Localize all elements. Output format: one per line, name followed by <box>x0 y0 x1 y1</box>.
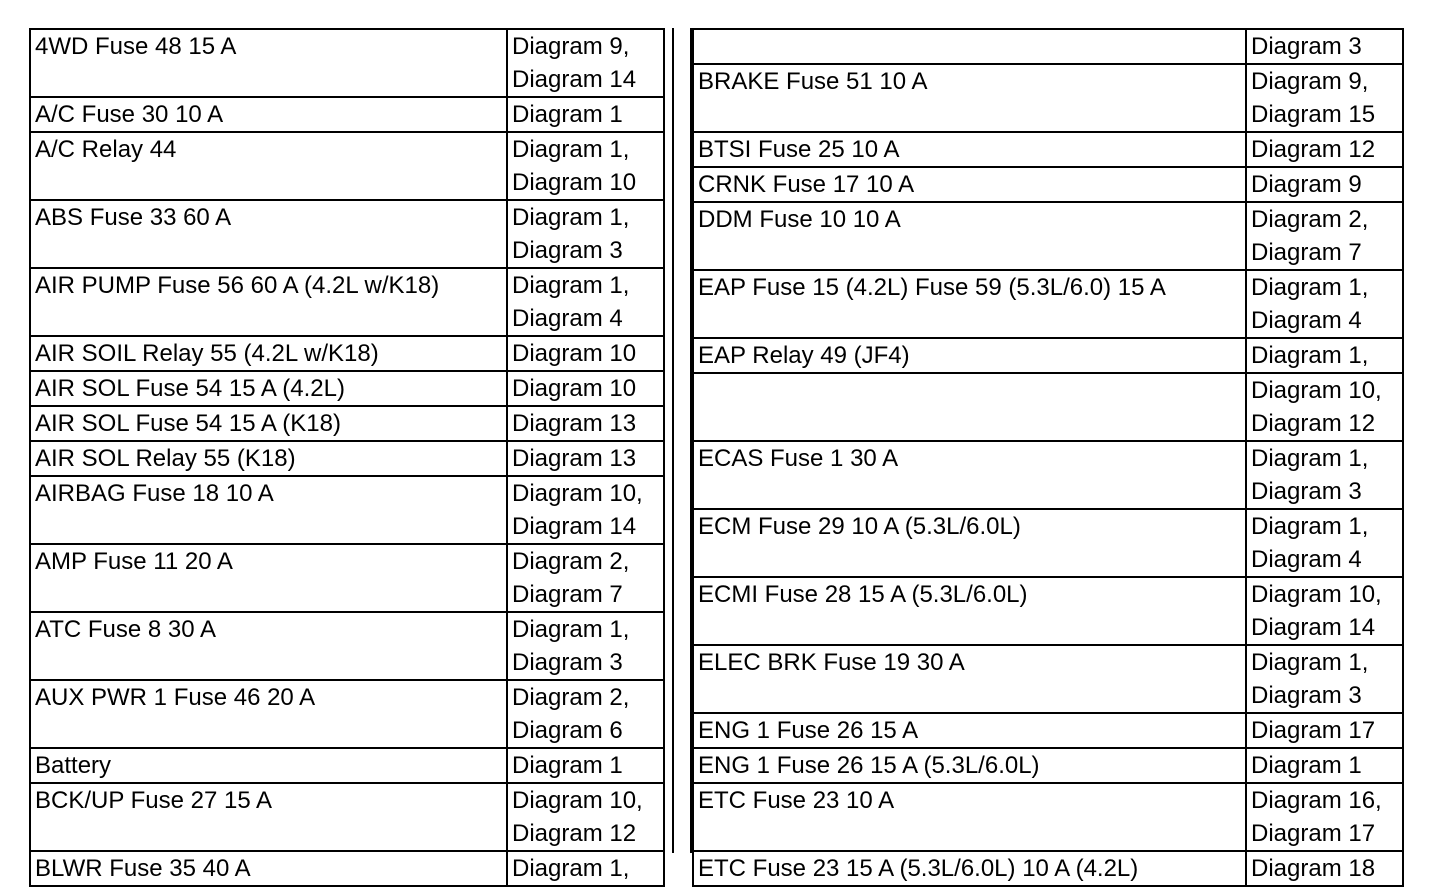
diagram-reference: Diagram 1, <box>1246 338 1403 373</box>
component-name: BCK/UP Fuse 27 15 A <box>30 783 507 851</box>
table-row <box>693 509 1403 577</box>
table-row <box>30 132 664 200</box>
diagram-reference: Diagram 1, Diagram 3 <box>1246 645 1403 713</box>
table-row <box>693 577 1403 645</box>
table-row <box>693 748 1403 783</box>
diagram-reference: Diagram 12 <box>1246 132 1403 167</box>
diagram-reference: Diagram 1 <box>1246 748 1403 783</box>
diagram-reference: Diagram 18 <box>1246 851 1403 886</box>
component-name: AIRBAG Fuse 18 10 A <box>30 476 507 544</box>
table-row <box>30 371 664 406</box>
component-name: ETC Fuse 23 15 A (5.3L/6.0L) 10 A (4.2L) <box>693 851 1246 886</box>
diagram-reference: Diagram 1 <box>507 748 664 783</box>
table-row <box>30 406 664 441</box>
component-name <box>693 29 1246 64</box>
diagram-reference: Diagram 1, Diagram 3 <box>507 612 664 680</box>
diagram-reference: Diagram 3 <box>1246 29 1403 64</box>
table-row <box>30 200 664 268</box>
diagram-reference: Diagram 17 <box>1246 713 1403 748</box>
component-name: Battery <box>30 748 507 783</box>
component-name: EAP Relay 49 (JF4) <box>693 338 1246 373</box>
component-name: ENG 1 Fuse 26 15 A <box>693 713 1246 748</box>
component-name: ECM Fuse 29 10 A (5.3L/6.0L) <box>693 509 1246 577</box>
component-name: ENG 1 Fuse 26 15 A (5.3L/6.0L) <box>693 748 1246 783</box>
diagram-reference: Diagram 1, Diagram 4 <box>1246 509 1403 577</box>
table-row <box>30 748 664 783</box>
table-row <box>693 64 1403 132</box>
diagram-reference: Diagram 10, Diagram 14 <box>1246 577 1403 645</box>
diagram-reference: Diagram 2, Diagram 6 <box>507 680 664 748</box>
component-name: AMP Fuse 11 20 A <box>30 544 507 612</box>
diagram-reference: Diagram 13 <box>507 441 664 476</box>
component-name: AIR SOIL Relay 55 (4.2L w/K18) <box>30 336 507 371</box>
table-row <box>693 132 1403 167</box>
table-row <box>693 645 1403 713</box>
component-name: BLWR Fuse 35 40 A <box>30 851 507 886</box>
diagram-reference: Diagram 1, Diagram 3 <box>1246 441 1403 509</box>
component-name: A/C Fuse 30 10 A <box>30 97 507 132</box>
diagram-reference: Diagram 13 <box>507 406 664 441</box>
table-row <box>693 338 1403 373</box>
diagram-reference: Diagram 10 <box>507 336 664 371</box>
diagram-reference: Diagram 16, Diagram 17 <box>1246 783 1403 851</box>
table-row <box>30 441 664 476</box>
table-row <box>693 373 1403 441</box>
component-name: EAP Fuse 15 (4.2L) Fuse 59 (5.3L/6.0) 15 A <box>693 270 1246 338</box>
component-name: AUX PWR 1 Fuse 46 20 A <box>30 680 507 748</box>
table-row <box>30 336 664 371</box>
diagram-reference: Diagram 1 <box>507 97 664 132</box>
diagram-reference: Diagram 10, Diagram 12 <box>1246 373 1403 441</box>
diagram-reference: Diagram 9 <box>1246 167 1403 202</box>
component-name: ELEC BRK Fuse 19 30 A <box>693 645 1246 713</box>
left-index-table <box>29 28 665 887</box>
component-name: AIR SOL Relay 55 (K18) <box>30 441 507 476</box>
table-row <box>693 441 1403 509</box>
right-index-table <box>692 28 1404 887</box>
table-row <box>693 851 1403 886</box>
table-row <box>30 783 664 851</box>
table-row <box>30 29 664 97</box>
diagram-reference: Diagram 1, Diagram 4 <box>507 268 664 336</box>
diagram-reference: Diagram 2, Diagram 7 <box>1246 202 1403 270</box>
table-row <box>30 97 664 132</box>
component-name: A/C Relay 44 <box>30 132 507 200</box>
diagram-reference: Diagram 1, Diagram 10 <box>507 132 664 200</box>
component-name: 4WD Fuse 48 15 A <box>30 29 507 97</box>
component-name: CRNK Fuse 17 10 A <box>693 167 1246 202</box>
diagram-reference: Diagram 9, Diagram 14 <box>507 29 664 97</box>
component-name: AIR SOL Fuse 54 15 A (K18) <box>30 406 507 441</box>
table-row <box>693 783 1403 851</box>
table-row <box>693 270 1403 338</box>
table-row <box>30 612 664 680</box>
component-name <box>693 373 1246 441</box>
table-row <box>30 680 664 748</box>
diagram-reference: Diagram 10, Diagram 12 <box>507 783 664 851</box>
component-name: ATC Fuse 8 30 A <box>30 612 507 680</box>
table-row <box>30 851 664 886</box>
diagram-reference: Diagram 1, Diagram 4 <box>1246 270 1403 338</box>
diagram-reference: Diagram 9, Diagram 15 <box>1246 64 1403 132</box>
diagram-reference: Diagram 10 <box>507 371 664 406</box>
diagram-reference: Diagram 1, <box>507 851 664 886</box>
component-name: DDM Fuse 10 10 A <box>693 202 1246 270</box>
component-name: AIR SOL Fuse 54 15 A (4.2L) <box>30 371 507 406</box>
diagram-reference: Diagram 10, Diagram 14 <box>507 476 664 544</box>
table-row <box>693 202 1403 270</box>
table-row <box>693 167 1403 202</box>
table-row <box>30 268 664 336</box>
column-gutter <box>672 28 692 853</box>
component-name: ABS Fuse 33 60 A <box>30 200 507 268</box>
table-row <box>693 713 1403 748</box>
table-row <box>30 476 664 544</box>
diagram-reference: Diagram 2, Diagram 7 <box>507 544 664 612</box>
component-name: ECAS Fuse 1 30 A <box>693 441 1246 509</box>
table-row <box>693 29 1403 64</box>
component-name: ETC Fuse 23 10 A <box>693 783 1246 851</box>
component-name: ECMI Fuse 28 15 A (5.3L/6.0L) <box>693 577 1246 645</box>
table-row <box>30 544 664 612</box>
component-name: BTSI Fuse 25 10 A <box>693 132 1246 167</box>
component-name: AIR PUMP Fuse 56 60 A (4.2L w/K18) <box>30 268 507 336</box>
component-name: BRAKE Fuse 51 10 A <box>693 64 1246 132</box>
diagram-reference: Diagram 1, Diagram 3 <box>507 200 664 268</box>
